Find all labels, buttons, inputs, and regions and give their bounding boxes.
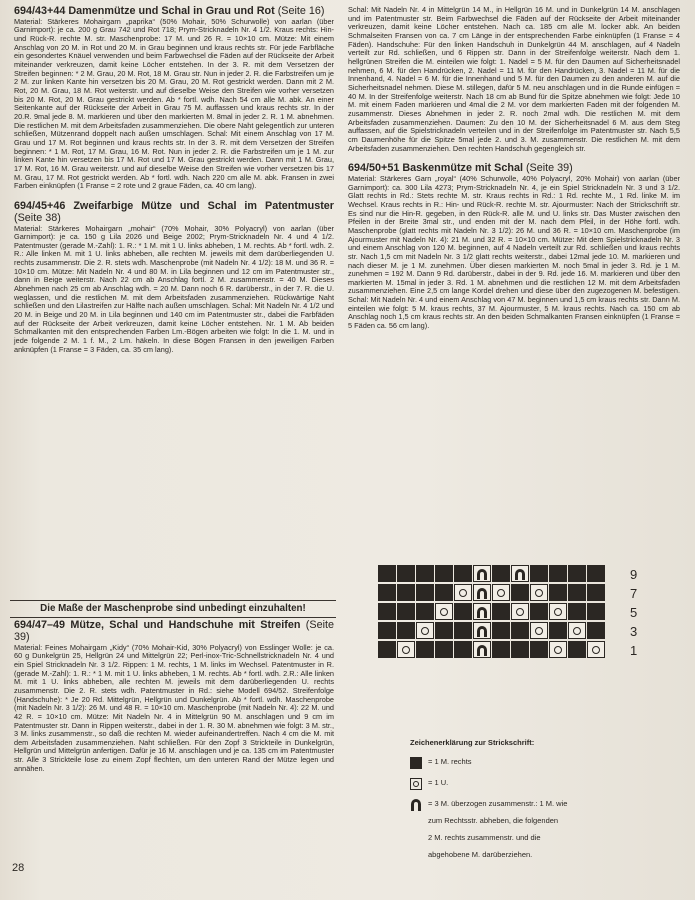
knit-cell (568, 565, 586, 582)
chart-grid (378, 565, 616, 659)
knit-cell (587, 603, 605, 620)
yarnover-cell (511, 603, 529, 620)
circle-square-icon (410, 778, 422, 790)
section-damenmuetze (14, 6, 334, 191)
chart-row (378, 565, 616, 583)
knit-cell (492, 603, 510, 620)
legend-item-knit: = 1 M. rechts (410, 757, 660, 769)
section-title: 694/45+46 Zweifarbige Mütze und Schal im Patentmuster (Seite 38) (14, 199, 334, 224)
section-title: 694/47–49 Mütze, Schal und Handschuhe mit Streifen (Seite 39) (14, 619, 334, 643)
section-title: 694/50+51 Baskenmütze mit Schal (Seite 39) (348, 162, 573, 175)
knit-cell (416, 603, 434, 620)
knit-cell (511, 622, 529, 639)
yarnover-cell (492, 584, 510, 601)
knit-cell (568, 641, 586, 658)
chart-row (378, 622, 616, 640)
knit-cell (378, 622, 396, 639)
knit-cell (511, 584, 529, 601)
decrease-cell (473, 565, 491, 582)
chart-legend (410, 738, 660, 876)
yarnover-cell (568, 622, 586, 639)
yarnover-cell (530, 584, 548, 601)
section-body: Material: Feines Mohairgarn „Kidy“ (70% Mohair-Kid, 30% Polyacryl) von Esslinger Wolle: je ca. 60 g Dunkelgrün 25, Hellgrün 24 und Mittelgrün 22; Perl-inox-Tric-Schnellstricknadeln Nr. 4 und ein Spiel Stricknadeln Nr. 3 1/2. Rippen: 1 M. rechts, 1 M. links im Wechsel. Patentmuster in R. (gerade M.-Zahl): 1. R.: * 1 M. mit 1 U. links abheben, 1 M. rechts. Ab * fortl. wdh. 2.R.: Alle linken M. mit 1 U. links abheben, alle rechten M. jeweils mit dem darüberliegenden U. rechts zusammenstr. Die 2. R. stets wdh. Patentmuster in Rd.: siehe Modell 694/52. Streifenfolge (Handschuhe): * Je 20 Rd. Mittelgrün, Hellgrün und Dunkelgrün. Ab * fortl. wdh. Maschenprobe (mit Nadeln Nr. 3 1/2): 26 M. und 48 R. = 10×10 cm. Maschenprobe (mit Nadeln Nr. 4): 22 M. und 42 R. = 10×10 cm. Mütze: Mit Nadeln Nr. 4 in Mittelgrün 90 M. anschlagen und 9 cm im Patentmuster str. Dann in Rippen weiterstr., dabei in der 1. R. 30 M. abnehmen wie folgt: 3 M. str., 3 M. links zusammenstr., so daß die rechten M. wieder aufeinandertreffen. Nach 4 cm die M. mit dem Arbeitsfaden zusammenziehen. Naht schließen. Für den Zopf 3 Strickteile in Dunkelgrün, Hellgrün und Mittelgrün anfertigen. Dafür je 16 M. anschlagen und je ca. 135 cm im Patentmuster str. Alle 3 Strickteile lose zu einem Zopf flechten, um den unteren Rand der Mütze legen und annähen. (14, 642, 334, 773)
knit-cell (416, 565, 434, 582)
yarnover-cell (454, 584, 472, 601)
section-baskenmuetze (348, 163, 680, 331)
yarnover-cell (435, 603, 453, 620)
legend-item-yarnover: = 1 U. (410, 778, 660, 790)
decrease-cell (473, 641, 491, 658)
knit-cell (416, 641, 434, 658)
chart-row (378, 641, 616, 659)
yarnover-cell (587, 641, 605, 658)
knit-cell (454, 603, 472, 620)
section-body: Schal: Mit Nadeln Nr. 4 in Mittelgrün 14 M., in Hellgrün 16 M. und in Dunkelgrün 14 M. anschlagen und im Patentmuster str. Beim Farbwechsel die Fäden auf der Rückseite der Arbeit miteinander verkreuzen, damit keine Löcher entstehen. Nach ca. 185 cm alle M. locker abk. An beiden Schmalseiten Fransen von ca. 7 cm Länge in der entsprechenden Farbe einknüpfen (1 Franse = 4 Fäden). Handschuhe: Für den linken Handschuh in Dunkelgrün 44 M. anschlagen, auf 4 Nadeln verteilt zur Rd. schließen, und 6 Rippen str. Dann in der Streifenfolge weiterstr. Nach dem 1. hellgrünen Streifen die M. einteilen wie folgt: 1. Nadel = 5 M. für den Daumen auf Sicherheitsnadel nehmen, 6 M. für den Handrücken, 2. Nadel = 11 M. für den Handrücken, 3. Nadel = 11 M. für die Innenhand, 4. Nadel = 6 M. für die Innenhand und 5 M. für den Daumen zu den anderen M. auf die Sicherheitsnadel nehmen. Diese M. stillegen, dafür 5 M. neu anschlagen und in die Runde einfügen = 40 M. In der Streifenfolge weiterstr. Nach 18 cm ab Bund für die Spitze abnehmen wie folgt: Jede 10 M. mit einem Faden markieren und 4mal die 2 M. vor dem markierten Faden mit der folgenden M. zusammenstr. Dieses Abnehmen in jeder 2. R. noch 2mal wdh. Die restlichen M. mit dem Arbeitsfaden zusammenziehen. Daumen: Zu den 10 M. der Sicherheitsnadel 6 M. aus dem Steg auffassen, auf die Spielstricknadeln verteilen und in der Streifenfolge im Patentmuster str. Nach 5,5 cm Daumenhöhe für die Spitze 5mal jede 2. und 3. M. zusammenstr. Die restlichen M. mit dem Arbeitsfaden zusammenziehen. Den rechten Handschuh gegengleich str. (348, 5, 680, 153)
knit-cell (435, 622, 453, 639)
knit-cell (378, 603, 396, 620)
left-column (14, 6, 334, 364)
section-zweifarbige-muetze (14, 201, 334, 354)
knit-cell (492, 622, 510, 639)
row-number: 5 (630, 605, 638, 620)
yarnover-cell (416, 622, 434, 639)
knit-cell (454, 622, 472, 639)
knit-cell (549, 565, 567, 582)
knit-cell (435, 584, 453, 601)
knit-cell (587, 584, 605, 601)
knit-cell (378, 565, 396, 582)
knit-cell (435, 641, 453, 658)
knit-cell (416, 584, 434, 601)
yarnover-cell (549, 603, 567, 620)
legend-item-decrease: = 3 M. überzogen zusammenstr.: 1 M. wie zum Rechtsstr. abheben, die folgenden 2 M. rechts zusammenstr. und die abgehobene M. darüberziehen. (410, 799, 660, 867)
knit-cell (549, 584, 567, 601)
section-body: Material: Stärkeres Mohairgarn „paprika“ (50% Mohair, 50% Schurwolle) von aarlan (über Garnimport): je ca. 200 g Grau 742 und Rot 718; Prym-Stricknadeln Nr. 4 1/2. Kraus rechts: Hin- und Rück-R. rechte M. str. Maschenprobe: 17 M. und 26 R. = 10×10 cm. Mütze: Mit einem Anschlag von 20 M. in Rot und 20 M. in Grau beginnen und kraus rechts str. Für jede Farbfläche ein gesondertes Knäuel verwenden und beim Farbwechsel die Fäden auf der Rückseite der Arbeit miteinander verkreuzen, damit keine Löcher entstehen. In der 3. R. mit dem Versetzen der Streifen beginnen: * 2 M. Grau, 20 M. Rot, 18 M. Grau str. Nun in jeder 2. R. die Farbstreifen um je 2 M. zur linken Kante hin versetzen bis 20 M. Grau, 20 M. Rot gestrickt werden. Dann mit 2 M. Rot, 20 M. Grau, 18 M. Rot weiterstr. und auf dieselbe Weise den Streifen wie vorher versetzen bis 20 M. Rot, 20 M. Grau gestrickt werden. Ab * fortl. wdh. Nach 54 cm alle M. abk. An einer Seitenkante auf der Rückseite der Arbeit in Grau 75 M. auffassen und kraus rechts str. In der 20.R. 9mal jede 8. M. markieren und über den markierten M. 8mal in jeder 2. R. 1 M. abnehmen. Die restlichen M. mit dem Arbeitsfaden zusammenziehen. Die obere Naht gelegentlich zur unteren schließen, Mützenrand doppelt nach außen umschlagen. Schal: Mit einem Anschlag von 17 M. Grau und 17 M. Rot beginnen und kraus rechts str. In der 3. R. mit dem Versetzen der Streifen beginnen: * 1 M. Rot, 17 M. Grau, 16 M. Rot. Nun in jeder 2. R. die Farbstreifen um je 1 M. zur linken Kante hin versetzen bis 17 M. Rot und 17 M. Grau gestrickt werden. Dann mit 1 M. Grau, 17 M. Rot, 16 M. Grau weiterstr. und auf dieselbe Weise den Streifen wie vorher versetzen bis 17 M. Grau, 17 M. Rot gestrickt werden. Ab * fortl. wdh. Nach 220 cm alle M. abk. Fransen in zwei Farben einknüpfen (1 Franse = 2 rote und 2 graue Fäden, ca. 40 cm lang). (14, 16, 335, 191)
decrease-cell (473, 603, 491, 620)
row-number: 3 (630, 624, 638, 639)
yarnover-cell (397, 641, 415, 658)
knit-cell (568, 584, 586, 601)
section-body: Material: Stärkeres Garn „royal“ (40% Schurwolle, 40% Polyacryl, 20% Mohair) von aarlan (über Garnimport): ca. 300 Lila 4273; Prym-Stricknadeln Nr. 4, je ein Spiel Stricknadeln Nr. 3 und 3 1/2. Glatt rechts in Rd.: Stets rechte M. str. Kraus rechts in Rd.: 1 Rd. rechte M., 1 Rd. linke M. im Wechsel. Kraus rechts in R.: Hin- und Rück-R. rechte M. str. Ajourmuster: Nach der Strickschrift str. Es sind nur die Hin-R. gegeben, in den Rück-R. alle M. und U. links str. Das Muster zwischen den Pfeilen in der Breite 3mal str., und enden mit der M. nach dem Pfeil, in der Höhe fortl. wdh. Maschenprobe (glatt rechts mit Nadeln Nr. 3 1/2): 26 M. und 36 R. = 10×10 cm. Maschenprobe (im Ajourmuster mit Nadeln Nr. 4): 21 M. und 32 R. = 10×10 cm. Mütze: Mit dem Spielstricknadeln Nr. 3 und einem Anschlag von 120 M. beginnen, auf 4 Nadeln verteilt zur Rd. schließen und kraus rechts str. Nach 1,5 cm mit Nadeln Nr. 3 1/2 glatt rechts weiterstr., dabei 12mal jede 10. M. markieren und nach dieser M. je 1 M. zunehmen. Über diesen markierten M. noch 5mal in jeder 3. Rd. je 1 M. zunehmen = 192 M. Dann 9 Rd. darüberstr., dabei in der 9. Rd. jede 16. M. markieren und über den markierten M. 15mal in jeder 3. Rd. 1 M. abnehmen und die restlichen 12 M. mit dem Arbeitsfaden zusammenziehen. Eine 2,5 cm lange Kordel drehen und diese über den zugezogenen M. befestigen. Schal: Mit Nadeln Nr. 4 und einem Anschlag von 47 M. beginnen und 1,5 cm kraus rechts str. Dann M. einteilen wie folgt: 5 M. kraus rechts, 37 M. Ajourmuster, 5 M. kraus rechts. Nach ca. 150 cm ab Anschlag noch 1,5 cm kraus rechts str. An den beiden Schmalkanten Fransen einknüpfen (1 Franse = 5 Fäden ca. 56 cm lang). (348, 173, 680, 331)
row-number: 9 (630, 567, 638, 582)
knit-cell (397, 584, 415, 601)
yarnover-cell (530, 622, 548, 639)
section-body: Material: Stärkeres Mohairgarn „mohair“ (70% Mohair, 30% Polyacryl) von aarlan (über Garnimport): je ca. 150 g Lila 2026 und Beige 2002; Prym-Stricknadeln Nr. 4 und 4 1/2. Patentmuster (gerade M.-Zahl): 1. R.: * 1 M. mit 1 U. links abheben, 1 M. rechts. Ab * fortl. wdh. 2. R.: Alle linken M. mit 1 U. links abheben, alle rechten M. jeweils mit dem darüberliegenden U. rechts zusammenstr. Die 2. R. stets wdh. Maschenprobe (mit Nadeln Nr. 4 1/2): 18 M. und 36 R. = 10×10 cm. Mütze: Mit Nadeln Nr. 4 und 80 M. in Lila beginnen und 12 cm im Patentmuster str., dann in Beige weiterstr. Nach 22 cm ab Anschlag fortl. 2 M. zusammenstr. = 40 M. Dieses Abnehmen nach 25 cm ab Anschlag wdh. = 20 M. Dann noch 6 R. darüberstr., in der 7. R. die U. weglassen, und die restlichen M. mit dem Arbeitsfaden zusammenziehen. Rückwärtige Naht schließen und den Lilastreifen zur Hälfte nach außen umschlagen. Schal: Mit Nadeln Nr. 4 1/2 und 20 M. in Beige und 20 M. in Lila beginnen und 140 cm im Patentmuster str., dabei die Farbfäden auf der Rückseite der Arbeit verkreuzen, damit keine Löcher entstehen. Nr. 1 M. Ab beiden Schmalkanten mit den entsprechenden Farben Lm.-Bögen arbeiten wie folgt: In die 1. M. und in jede folgende 2 M. 1 f. M., 2 Lm. häkeln. In diese Bögen Fransen in den jeweiligen Farben anknüpfen (1 Franse = 3 Fäden, ca. 35 cm lang). (14, 223, 334, 354)
knit-cell (530, 565, 548, 582)
knit-cell (397, 603, 415, 620)
row-number: 7 (630, 586, 638, 601)
row-number: 1 (630, 643, 638, 658)
decrease-cell (511, 565, 529, 582)
section-title: 694/43+44 Damenmütze und Schal in Grau und Rot (Seite 16) (14, 5, 325, 17)
legend-title: Zeichenerklärung zur Strickschrift: (410, 738, 535, 747)
knit-cell (549, 622, 567, 639)
knit-cell (587, 622, 605, 639)
knit-cell (587, 565, 605, 582)
filled-square-icon (410, 757, 422, 769)
arch-icon (410, 799, 422, 811)
knit-cell (492, 641, 510, 658)
knit-cell (530, 641, 548, 658)
chart-row-numbers (630, 565, 637, 660)
knit-cell (378, 641, 396, 658)
section-streifen-continued (348, 6, 680, 153)
decrease-cell (473, 622, 491, 639)
knit-cell (568, 603, 586, 620)
knit-cell (397, 622, 415, 639)
section-streifen (14, 620, 334, 773)
right-column (348, 6, 680, 341)
knit-cell (378, 584, 396, 601)
knit-cell (530, 603, 548, 620)
knit-cell (454, 641, 472, 658)
knit-cell (397, 565, 415, 582)
decrease-cell (473, 584, 491, 601)
knit-cell (511, 641, 529, 658)
yarnover-cell (549, 641, 567, 658)
knitting-chart (378, 565, 638, 660)
notice-banner: Die Maße der Maschenprobe sind unbedingt einzuhalten! (10, 600, 336, 618)
chart-row (378, 603, 616, 621)
page-number: 28 (12, 862, 25, 874)
knit-cell (492, 565, 510, 582)
left-column-lower (14, 620, 334, 783)
knit-cell (435, 565, 453, 582)
knit-cell (454, 565, 472, 582)
chart-row (378, 584, 616, 602)
